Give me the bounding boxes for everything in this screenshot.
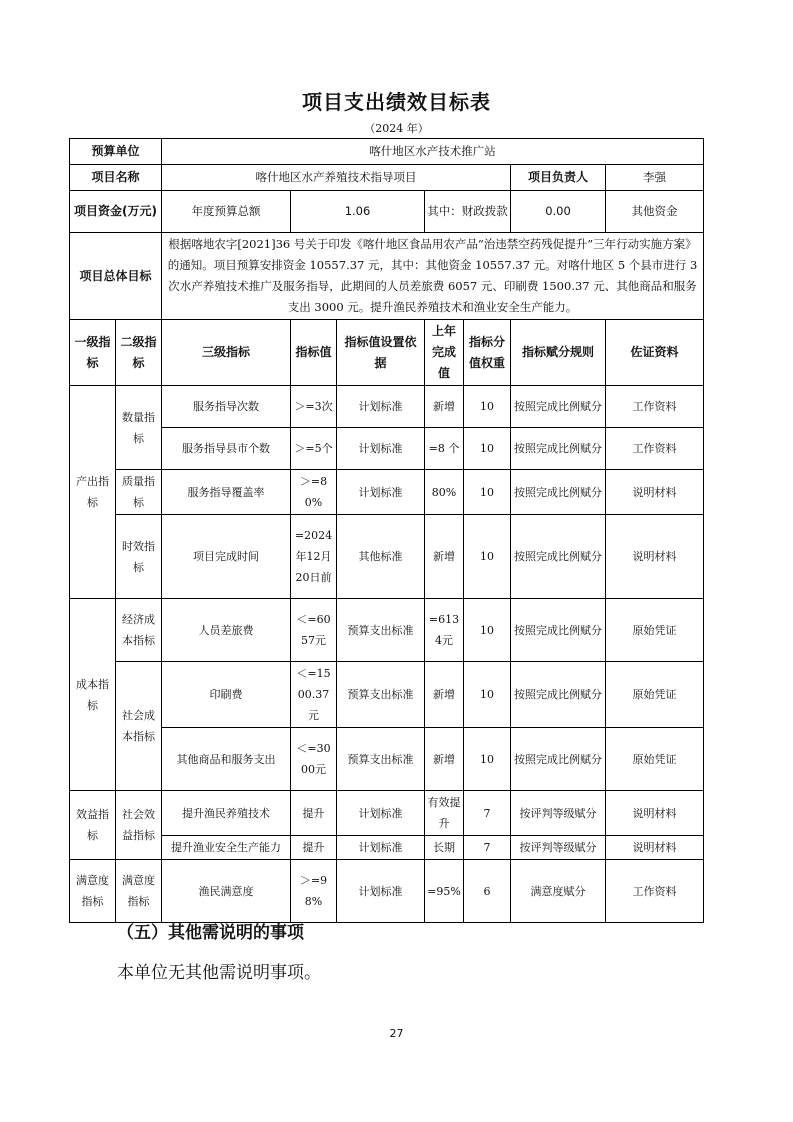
project-name-label: 项目名称	[70, 165, 162, 191]
indicator-name: 提升渔业安全生产能力	[162, 836, 291, 860]
indicator-last-year: 长期	[425, 836, 464, 860]
indicator-value: ＜=1500.37元	[291, 662, 337, 728]
indicator-basis: 预算支出标准	[337, 599, 425, 662]
indicator-name: 提升渔民养殖技术	[162, 791, 291, 836]
indicator-last-year: =6134元	[425, 599, 464, 662]
table-row	[70, 728, 704, 791]
indicator-evidence: 说明材料	[606, 791, 704, 836]
indicator-name: 服务指导覆盖率	[162, 470, 291, 515]
indicator-rule: 按评判等级赋分	[511, 836, 606, 860]
indicator-name: 其他商品和服务支出	[162, 728, 291, 791]
table-row	[70, 599, 704, 662]
indicator-last-year: 新增	[425, 728, 464, 791]
indicator-last-year: 新增	[425, 515, 464, 599]
table-row	[70, 428, 704, 470]
indicator-evidence: 工作资料	[606, 428, 704, 470]
indicator-basis: 计划标准	[337, 836, 425, 860]
level2-satisfaction: 满意度指标	[116, 860, 162, 923]
other-funds-label: 其他资金	[606, 191, 704, 233]
col-rule: 指标赋分规则	[511, 320, 606, 386]
level1-satisfaction: 满意度指标	[70, 860, 116, 923]
section-heading: （五）其他需说明的事项	[117, 923, 304, 943]
level1-cost: 成本指标	[70, 599, 116, 791]
page-number: 27	[389, 1027, 404, 1040]
indicator-basis: 预算支出标准	[337, 662, 425, 728]
indicator-last-year: 80%	[425, 470, 464, 515]
indicator-evidence: 工作资料	[606, 386, 704, 428]
indicator-last-year: 新增	[425, 386, 464, 428]
indicator-weight: 10	[464, 470, 511, 515]
indicator-last-year: =8 个	[425, 428, 464, 470]
indicator-basis: 其他标准	[337, 515, 425, 599]
fiscal-value: 0.00	[511, 191, 606, 233]
summary-label: 项目总体目标	[70, 233, 162, 320]
table-row	[70, 386, 704, 428]
summary-value: 根据喀地农字[2021]36 号关于印发《喀什地区食品用农产品“治违禁空药残促提升”三年行动实施方案》的通知。项目预算安排资金 10557.37 元，其中：其他资金 10557.37 元。对喀什地区 5 个县市进行 3 次水产养殖技术推广及服务指导，此期间的人员差旅费 6057 元、印刷费 1500.37 元、其他商品和服务支出 3000 元。提升渔民养殖技术和渔业安全生产能力。	[162, 233, 704, 320]
indicator-weight: 10	[464, 728, 511, 791]
indicator-basis: 计划标准	[337, 860, 425, 923]
level1-output: 产出指标	[70, 386, 116, 599]
table-row	[70, 662, 704, 728]
col-level3: 三级指标	[162, 320, 291, 386]
indicator-value: =2024年12月20日前	[291, 515, 337, 599]
table-row	[70, 515, 704, 599]
indicator-rule: 按照完成比例赋分	[511, 599, 606, 662]
level2-social-cost: 社会成本指标	[116, 662, 162, 791]
indicator-value: ＜=3000元	[291, 728, 337, 791]
indicator-value: ＞=80%	[291, 470, 337, 515]
indicator-evidence: 说明材料	[606, 470, 704, 515]
indicator-rule: 按评判等级赋分	[511, 791, 606, 836]
indicator-basis: 计划标准	[337, 386, 425, 428]
indicator-weight: 10	[464, 662, 511, 728]
indicator-weight: 6	[464, 860, 511, 923]
level2-quality: 质量指标	[116, 470, 162, 515]
indicator-basis: 预算支出标准	[337, 728, 425, 791]
indicator-weight: 10	[464, 599, 511, 662]
indicator-rule: 满意度赋分	[511, 860, 606, 923]
leader-label: 项目负责人	[511, 165, 606, 191]
indicator-last-year: =95%	[425, 860, 464, 923]
indicator-value: ＞=98%	[291, 860, 337, 923]
level2-quantity: 数量指标	[116, 386, 162, 470]
indicator-evidence: 工作资料	[606, 860, 704, 923]
col-level1: 一级指标	[70, 320, 116, 386]
unit-value: 喀什地区水产技术推广站	[162, 139, 704, 165]
indicator-name: 项目完成时间	[162, 515, 291, 599]
indicator-basis: 计划标准	[337, 470, 425, 515]
indicator-weight: 10	[464, 386, 511, 428]
indicator-name: 渔民满意度	[162, 860, 291, 923]
indicator-weight: 10	[464, 515, 511, 599]
col-weight: 指标分值权重	[464, 320, 511, 386]
indicator-basis: 计划标准	[337, 791, 425, 836]
table-row	[70, 860, 704, 923]
indicator-weight: 10	[464, 428, 511, 470]
indicator-value: ＞=5个	[291, 428, 337, 470]
indicator-name: 服务指导县市个数	[162, 428, 291, 470]
column-header-row	[70, 320, 704, 386]
indicator-last-year: 有效提升	[425, 791, 464, 836]
unit-label: 预算单位	[70, 139, 162, 165]
indicator-evidence: 说明材料	[606, 836, 704, 860]
fiscal-label: 其中：财政拨款	[425, 191, 511, 233]
col-last-year: 上年完成值	[425, 320, 464, 386]
level2-economic-cost: 经济成本指标	[116, 599, 162, 662]
performance-target-table	[69, 138, 704, 923]
indicator-rule: 按照完成比例赋分	[511, 386, 606, 428]
indicator-name: 印刷费	[162, 662, 291, 728]
indicator-rule: 按照完成比例赋分	[511, 728, 606, 791]
indicator-name: 人员差旅费	[162, 599, 291, 662]
page-title: 项目支出绩效目标表	[302, 90, 491, 114]
indicator-basis: 计划标准	[337, 428, 425, 470]
table-year: （2024 年）	[364, 122, 429, 135]
annual-budget-label: 年度预算总额	[162, 191, 291, 233]
level2-timeliness: 时效指标	[116, 515, 162, 599]
funds-label: 项目资金(万元)	[70, 191, 162, 233]
col-basis: 指标值设置依据	[337, 320, 425, 386]
indicator-weight: 7	[464, 791, 511, 836]
indicator-value: ＜=6057元	[291, 599, 337, 662]
indicator-evidence: 原始凭证	[606, 662, 704, 728]
section-text: 本单位无其他需说明事项。	[117, 963, 321, 983]
table-row	[70, 836, 704, 860]
indicator-rule: 按照完成比例赋分	[511, 470, 606, 515]
indicator-evidence: 原始凭证	[606, 728, 704, 791]
indicator-weight: 7	[464, 836, 511, 860]
indicator-rule: 按照完成比例赋分	[511, 428, 606, 470]
indicator-rule: 按照完成比例赋分	[511, 662, 606, 728]
level1-benefit: 效益指标	[70, 791, 116, 860]
leader-value: 李强	[606, 165, 704, 191]
indicator-rule: 按照完成比例赋分	[511, 515, 606, 599]
col-level2: 二级指标	[116, 320, 162, 386]
indicator-last-year: 新增	[425, 662, 464, 728]
indicator-value: 提升	[291, 836, 337, 860]
project-name-value: 喀什地区水产养殖技术指导项目	[162, 165, 511, 191]
indicator-evidence: 说明材料	[606, 515, 704, 599]
indicator-value: 提升	[291, 791, 337, 836]
col-evidence: 佐证资料	[606, 320, 704, 386]
col-value: 指标值	[291, 320, 337, 386]
table-row	[70, 470, 704, 515]
indicator-name: 服务指导次数	[162, 386, 291, 428]
annual-budget-value: 1.06	[291, 191, 425, 233]
table-row	[70, 791, 704, 836]
indicator-evidence: 原始凭证	[606, 599, 704, 662]
indicator-value: ＞=3次	[291, 386, 337, 428]
level2-social-benefit: 社会效益指标	[116, 791, 162, 860]
